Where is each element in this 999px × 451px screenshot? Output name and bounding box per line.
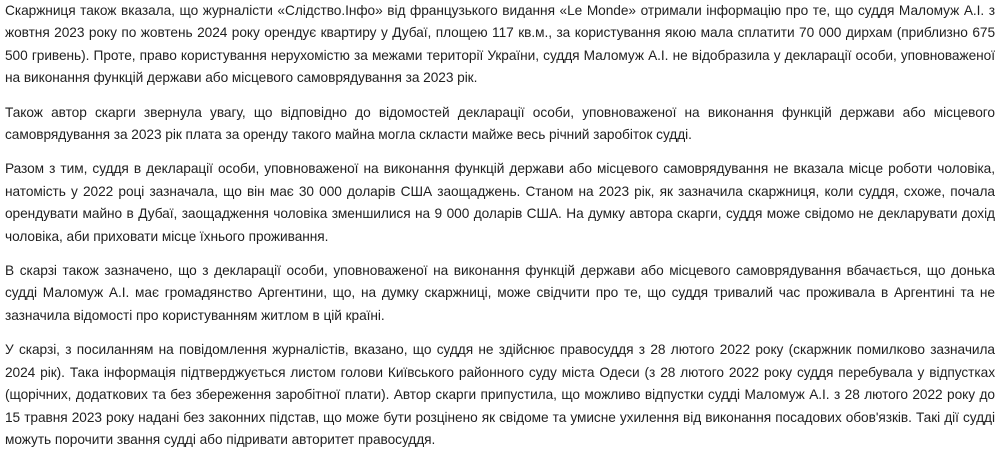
paragraph: Скаржниця також вказала, що журналісти «Слідство.Інфо» від французького видання «Le Monde» отримали інформацію про те, що суддя Маломуж А.І. з жовтня 2023 року по жовтень 2024 року орендує квартиру у Дубаї, площею 117 кв.м., за користування якою мала сплатити 70 000 дирхам (приблизно 675 500 гривень). Проте, право користування нерухомістю за межами території України, суддя Маломуж А.І. не відобразила у декларації особи, уповноваженої на виконання функцій держави або місцевого самоврядування за 2023 рік.: [5, 3, 995, 86]
paragraph: Також автор скарги звернула увагу, що відповідно до відомостей декларації особи, уповноваженої на виконання функцій держави або місцевого самоврядування за 2023 рік плата за оренду такого майна могла скласти майже весь річний заробіток судді.: [5, 104, 995, 143]
paragraph: У скарзі, з посиланням на повідомлення журналістів, вказано, що суддя не здійснює правосуддя з 28 лютого 2022 року (скаржник помилково зазначила 2024 рік). Така інформація підтверджується листом голови Київського районного суду міста Одеси (з 28 лютого 2022 року суддя перебувала у відпустках (щорічних, додаткових та без збереження заробітної плати). Автор скарги припустила, що можливо відпустки судді Маломуж А.І. з 28 лютого 2022 року до 15 травня 2023 року надані без законних підстав, що може бути розцінено як свідоме та умисне ухилення від виконання посадових обов'язків. Такі дії судді можуть порочити звання судді або підривати авторитет правосуддя.: [5, 342, 995, 447]
paragraph: Разом з тим, суддя в декларації особи, уповноваженої на виконання функцій держави або місцевого самоврядування не вказала місце роботи чоловіка, натомість у 2022 році зазначала, що він має 30 000 доларів США заощаджень. Станом на 2023 рік, як зазначила скаржниця, коли суддя, схоже, почала орендувати майно в Дубаї, заощадження чоловіка зменшилися на 9 000 доларів США. На думку автора скарги, суддя може свідомо не декларувати дохід чоловіка, аби приховати місце їхнього проживання.: [5, 161, 995, 244]
document-body: [5, 0, 995, 451]
paragraph: В скарзі також зазначено, що з декларації особи, уповноваженої на виконання функцій держави або місцевого самоврядування вбачається, що донька судді Маломуж А.І. має громадянство Аргентини, що, на думку скаржниці, може свідчити про те, що суддя тривалий час проживала в Аргентині та не зазначила відомості про користуванням житлом в цій країні.: [5, 263, 995, 323]
